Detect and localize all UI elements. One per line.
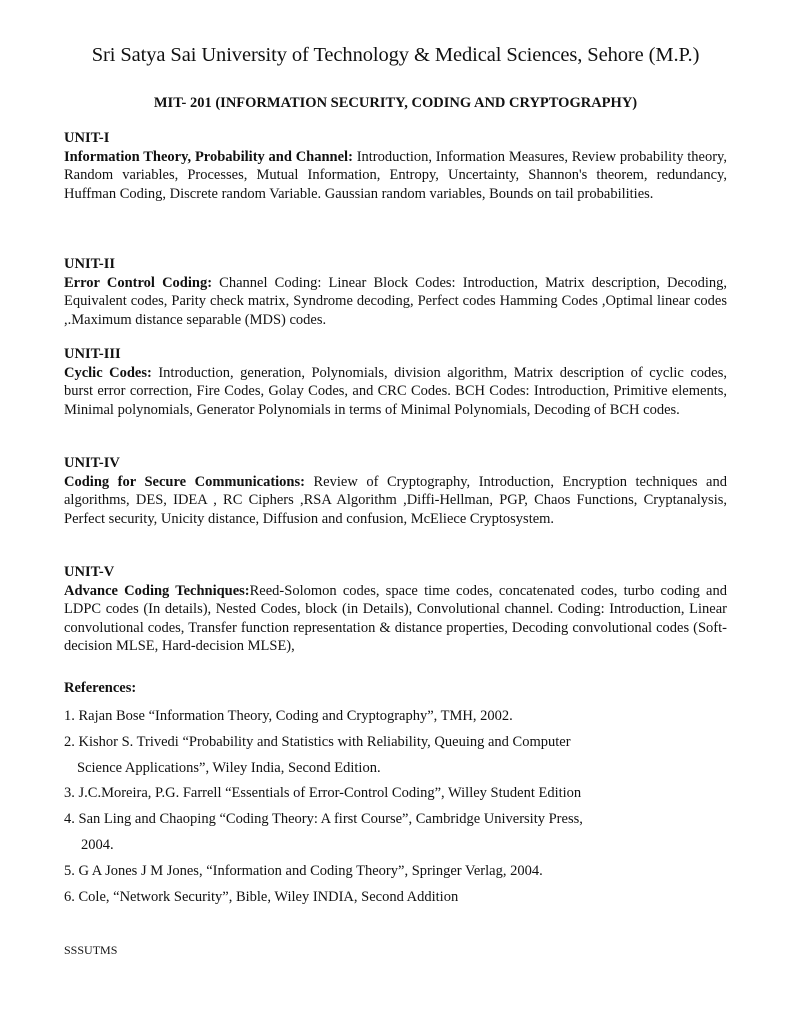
unit-3-section: [64, 345, 727, 419]
reference-item: 6. Cole, “Network Security”, Bible, Wiley INDIA, Second Addition: [64, 889, 459, 905]
unit-5-content: Reed-Solomon codes, space time codes, concatenated codes, turbo coding and LDPC codes (In details), Nested Codes, block (in Details), Convolutional channel. Coding: Introduction, Linear convolutional codes, Transfer function representation & distance properties, Decoding convolutional codes (Soft-decision MLSE, Hard-decision MLSE),: [64, 582, 727, 655]
unit-2-content: Channel Coding: Linear Block Codes: Introduction, Matrix description, Decoding, Equivalent codes, Parity check matrix, Syndrome decoding, Perfect codes Hamming Codes ,Optimal linear codes ,.Maximum distance separable (MDS) codes.: [64, 274, 727, 328]
unit-3-heading: UNIT-III: [64, 346, 121, 362]
unit-5-body: [64, 582, 727, 656]
unit-2-section: [64, 255, 727, 329]
unit-5-topic: Advance Coding Techniques:: [64, 582, 250, 599]
unit-4-heading: UNIT-IV: [64, 455, 120, 471]
university-header: Sri Satya Sai University of Technology & Medical Sciences, Sehore (M.P.): [91, 44, 700, 66]
unit-3-topic: Cyclic Codes:: [64, 364, 152, 381]
course-title: MIT- 201 (INFORMATION SECURITY, CODING AND CRYPTOGRAPHY): [153, 95, 638, 111]
references-heading: References:: [64, 680, 137, 696]
reference-item-continuation: 2004.: [81, 837, 114, 853]
reference-item: 5. G A Jones J M Jones, “Information and Coding Theory”, Springer Verlag, 2004.: [64, 863, 543, 879]
unit-3-body: [64, 364, 727, 419]
unit-4-content: Review of Cryptography, Introduction, Encryption techniques and algorithms, DES, IDEA , RC Ciphers ,RSA Algorithm ,Diffi-Hellman, PGP, Chaos Functions, Cryptanalysis, Perfect security, Unicity distance, Diffusion and confusion, McEliece Cryptosystem.: [64, 473, 727, 527]
unit-1-body: [64, 148, 727, 203]
unit-2-body: [64, 274, 727, 329]
reference-item: 2. Kishor S. Trivedi “Probability and Statistics with Reliability, Queuing and Computer: [64, 734, 571, 750]
unit-4-topic: Coding for Secure Communications:: [64, 473, 305, 490]
unit-2-heading: UNIT-II: [64, 256, 116, 272]
unit-5-section: [64, 563, 727, 656]
page-footer: SSSUTMS: [64, 943, 118, 957]
unit-1-section: [64, 129, 727, 203]
unit-2-topic: Error Control Coding:: [64, 274, 213, 291]
reference-item-continuation: Science Applications”, Wiley India, Second Edition.: [77, 760, 381, 776]
unit-1-topic: Information Theory, Probability and Channel:: [64, 148, 353, 165]
unit-1-heading: UNIT-I: [64, 130, 110, 146]
reference-item: 1. Rajan Bose “Information Theory, Coding and Cryptography”, TMH, 2002.: [64, 708, 513, 724]
unit-4-body: [64, 473, 727, 528]
unit-5-heading: UNIT-V: [64, 564, 115, 580]
reference-item: 3. J.C.Moreira, P.G. Farrell “Essentials of Error-Control Coding”, Willey Student Edition: [64, 785, 582, 801]
reference-item: 4. San Ling and Chaoping “Coding Theory: A first Course”, Cambridge University Press,: [64, 811, 583, 827]
unit-4-section: [64, 454, 727, 528]
unit-3-content: Introduction, generation, Polynomials, division algorithm, Matrix description of cyclic codes, burst error correction, Fire Codes, Golay Codes, and CRC Codes. BCH Codes: Introduction, Primitive elements, Minimal polynomials, Generator Polynomials in terms of Minimal Polynomials, Decoding of BCH codes.: [64, 364, 727, 418]
unit-1-content: Introduction, Information Measures, Review probability theory, Random variables, Processes, Mutual Information, Entropy, Uncertainty, Shannon's theorem, redundancy, Huffman Coding, Discrete random Variable. Gaussian random variables, Bounds on tail probabilities.: [64, 148, 727, 202]
